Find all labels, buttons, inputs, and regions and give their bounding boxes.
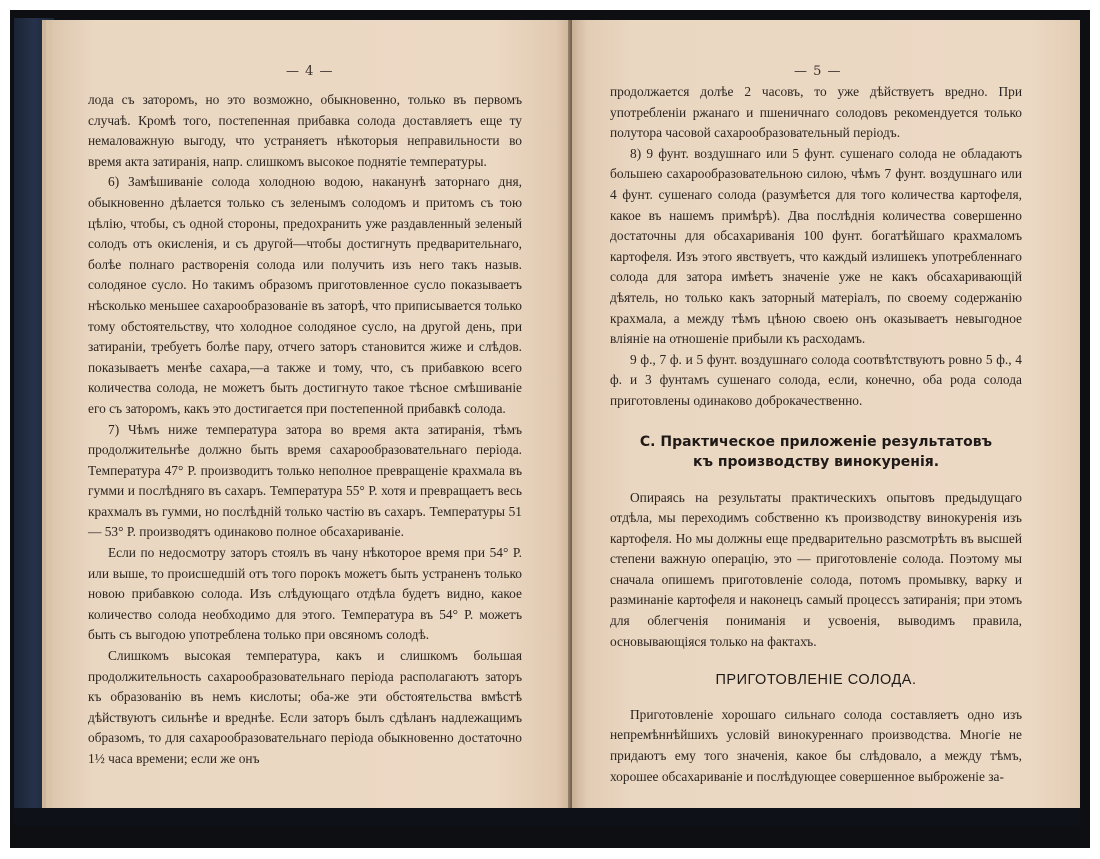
book-cover-edge — [14, 18, 54, 826]
left-page — [52, 20, 572, 810]
left-paragraph-1: лода съ заторомъ, но это возможно, обыкновенно, только въ первомъ случаѣ. Кромѣ того, постепенная прибавка солода доставляетъ еще ту немаловажную выгоду, что устраняетъ нѣкоторыя неправильности во время акта затиранія, напр. слишкомъ высокое поднятіе температуры. — [88, 92, 522, 169]
section-heading — [610, 432, 1022, 472]
left-paragraph-4: Если по недосмотру заторъ стоялъ въ чану нѣкоторое время при 54° Р. или выше, то происшедшій отъ того порокъ можетъ быть устраненъ только новою прибавкою солода. Изъ слѣдующаго отдѣла будетъ видно, какое количество солода необходимо для этого. Температура въ 54° Р. можетъ быть съ выгодою употреблена только при овсяномъ солодѣ. — [88, 545, 522, 643]
right-page-number: — 5 — — [794, 64, 842, 79]
left-paragraph-2: 6) Замѣшиваніе солода холодною водою, наканунѣ заторнаго дня, обыкновенно дѣлается только съ зеленымъ солодомъ и притомъ съ тою цѣлію, чтобы, съ одной стороны, предохранить уже раздавленный зеленый солодъ отъ окисленія, и съ другой—чтобы достигнуть предварительнаго, болѣе полнаго растворенія солода или получить изъ него такъ назыв. солодяное сусло. Но такимъ образомъ приготовленное сусло показываетъ нѣсколько меньшее сахарообразованіе въ заторѣ, что приписывается только тому обстоятельству, что холодное солодяное сусло, на другой день, при затираніи, требуетъ болѣе пару, отчего заторъ становится жиже и слѣдов. показываетъ менѣе сахара,—а также и тому, что, съ прибавкою всего количества солода, не можетъ быть достигнуто такое тѣсное смѣшиваніе его съ заторомъ, какъ это достигается при постепенной прибавкѣ солода. — [88, 174, 522, 416]
right-page — [572, 20, 1080, 810]
right-page-body — [610, 82, 1022, 787]
book-cover-bottom — [14, 808, 1080, 826]
left-page-body — [88, 90, 522, 770]
sub-heading: ПРИГОТОВЛЕНІЕ СОЛОДА. — [715, 672, 917, 689]
right-paragraph-1: продолжается долѣе 2 часовъ, то уже дѣйствуетъ вредно. При употребленіи ржанаго и пшеничнаго солодовъ рекомендуется только полутора часовой сахарообразовательный періодъ. — [610, 84, 1022, 141]
right-paragraph-2: 8) 9 фунт. воздушнаго или 5 фунт. сушенаго солода не обладаютъ большею сахарообразовательною силою, чѣмъ 7 фунт. воздушнаго или 4 фунт. сушенаго солода (разумѣется для того количества картофеля, какое въ нашемъ примѣрѣ). Два послѣднія количества совершенно достаточны для обсахариванія 100 фунт. богатѣйшаго крахмаломъ картофеля. Изъ этого явствуетъ, что каждый излишекъ употребленнаго солода для затора имѣетъ значеніе уже не какъ обсахаривающій дѣятель, но только какъ заторный матеріалъ, по своему содержанію крахмала, а между тѣмъ цѣною своею онъ оказываетъ невыгодное вліяніе на отношеніе прибыли къ расходамъ. — [610, 145, 1022, 347]
final-paragraph: Приготовленіе хорошаго сильнаго солода составляетъ одно изъ непремѣннѣйшихъ условій винокуреннаго производства. Многіе не придаютъ ему того значенія, какое бы слѣдовало, а между тѣмъ, хорошее обсахариваніе и послѣдующее совершенное выброженіе за- — [610, 706, 1022, 784]
section-heading-line-1: C. Практическое приложеніе результатовъ — [639, 433, 993, 450]
left-paragraph-5: Слишкомъ высокая температура, какъ и слишкомъ большая продолжительность сахарообразовательнаго періода располагаютъ заторъ къ образованію въ немъ кислоты; оба-же эти обстоятельства вмѣстѣ дѣйствуютъ сильнѣе и вреднѣе. Если заторъ былъ сдѣланъ надлежащимъ образомъ, то для сахарообразовательнаго періода обыкновенно достаточно 1½ часа времени; если же онъ — [88, 648, 522, 766]
left-paragraph-3: 7) Чѣмъ ниже температура затора во время акта затиранія, тѣмъ продолжительнѣе должно быть время сахарообразовательнаго періода. Температура 47° Р. производитъ только неполное превращеніе крахмала въ гумми и послѣдняго въ сахаръ. Температура 55° Р. хотя и превращаетъ весь крахмалъ въ гумми, но послѣдній только частію въ сахаръ. Температуры 51 — 53° Р. производятъ одинаково полное обсахариваніе. — [88, 421, 522, 540]
section-paragraph: Опираясь на результаты практическихъ опытовъ предыдущаго отдѣла, мы переходимъ собственно къ производству винокуренія изъ картофеля. Но мы должны еще предварительно разсмотрѣть въ высшей степени важную операцію, это — приготовленіе солода. Поэтому мы сначала опишемъ приготовленіе солода, потомъ промывку, варку и разминаніе картофеля и наконецъ самый процессъ затиранія; при этомъ для облегченія пониманія и усвоенія, выводимъ правила, основывающіяся только на фактахъ. — [610, 489, 1022, 649]
right-paragraph-3: 9 ф., 7 ф. и 5 фунт. воздушнаго солода соотвѣтствуютъ ровно 5 ф., 4 ф. и 3 фунтамъ сушенаго солода, если, конечно, оба рода солода приготовлены одинаково доброкачественно. — [610, 351, 1022, 408]
section-heading-line-2: къ производству винокуренія. — [692, 453, 940, 470]
left-page-number: — 4 — — [286, 64, 334, 79]
